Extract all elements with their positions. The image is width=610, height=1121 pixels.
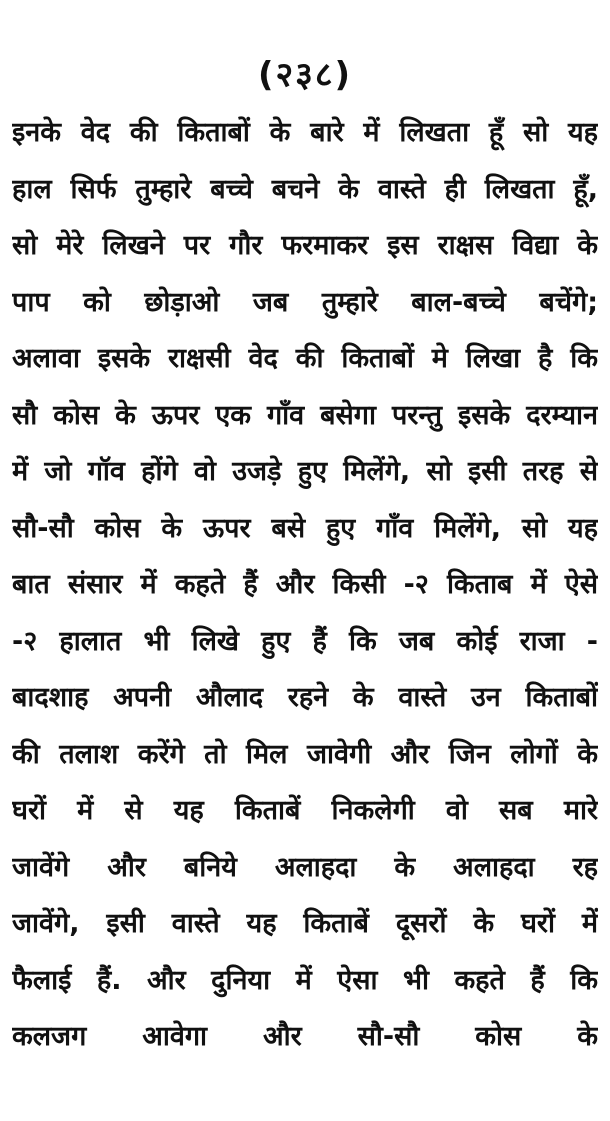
text-line: अलावा इसके राक्षसी वेद की किताबों मे लिखा है कि xyxy=(12,343,598,374)
text-line: पाप को छोड़ाओ जब तुम्हारे बाल-बच्चे बचेंगे; xyxy=(12,286,598,318)
text-line: की तलाश करेंगे तो मिल जावेगी और जिन लोगों के xyxy=(12,738,598,770)
text-line: -२ हालात भी लिखे हुए हैं कि जब कोई राजा - xyxy=(12,625,598,657)
text-line: जावेंगे और बनिये अलाहदा के अलाहदा रह xyxy=(12,851,598,883)
text-line: हाल सिर्फ तुम्हारे बच्चे बचने के वास्ते ही लिखता हूँ, xyxy=(12,173,598,205)
text-line: सौ-सौ कोस के ऊपर बसे हुए गाँव मिलेंगे, सो यह xyxy=(12,512,598,544)
page-number: (२३८) xyxy=(257,55,353,95)
text-line: घरों में से यह किताबें निकलेगी वो सब मारे xyxy=(12,795,598,826)
body-text xyxy=(12,105,598,1066)
text-line: बादशाह अपनी औलाद रहने के वास्ते उन किताबों xyxy=(12,682,598,713)
text-line: जावेंगे, इसी वास्ते यह किताबें दूसरों के घरों में xyxy=(12,908,598,939)
text-line: फैलाई हैं. और दुनिया में ऐसा भी कहते हैं कि xyxy=(12,964,598,996)
text-line: सो मेरे लिखने पर गौर फरमाकर इस राक्षस विद्या के xyxy=(12,230,598,261)
text-line: इनके वेद की किताबों के बारे में लिखता हूँ सो यह xyxy=(12,117,598,148)
text-line: सौ कोस के ऊपर एक गाँव बसेगा परन्तु इसके दरम्यान xyxy=(12,399,598,431)
text-line: बात संसार में कहते हैं और किसी -२ किताब में ऐसे xyxy=(12,569,598,600)
text-line: कलजग आवेगा और सौ-सौ कोस के xyxy=(12,1021,598,1052)
text-line: में जो गॉव होंगे वो उजड़े हुए मिलेंगे, सो इसी तरह से xyxy=(12,456,598,487)
